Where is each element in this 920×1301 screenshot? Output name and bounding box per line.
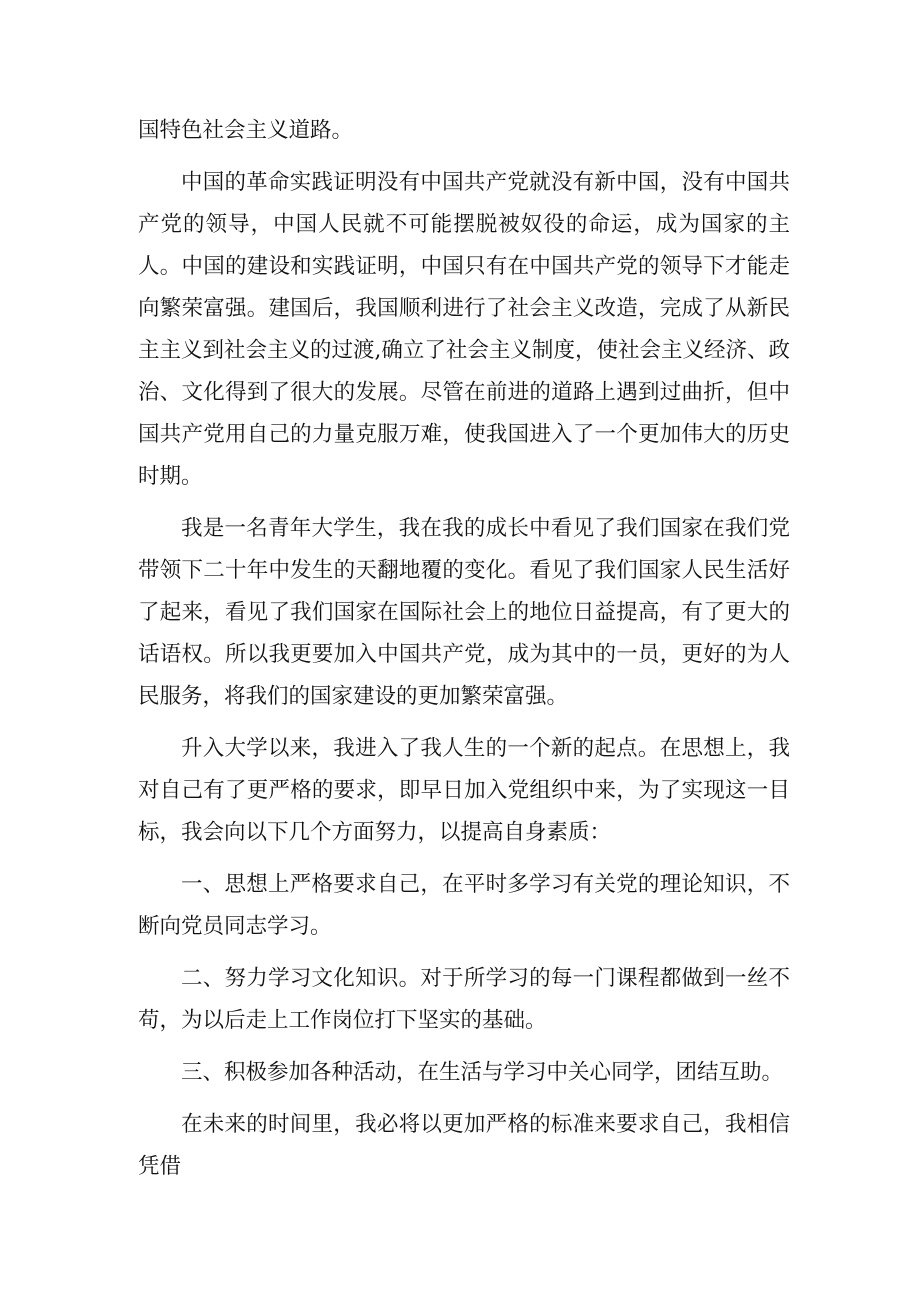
paragraph-continuation: 国特色社会主义道路。 (138, 118, 354, 143)
paragraph-university-start: 升入大学以来，我进入了我人生的一个新的起点。在思想上，我对自己有了更严格的要求，即早日加入党组织中来，为了实现这一目标，我会向以下几个方面努力，以提高自身素质： (138, 736, 790, 845)
paragraph-student-growth: 我是一名青年大学生，我在我的成长中看见了我们国家在我们党带领下二十年中发生的天翻地覆的变化。看见了我们国家人民生活好了起来，看见了我们国家在国际社会上的地位日益提高，有了更大的话语权。所以我更要加入中国共产党，成为其中的一员，更好的为人民服务，将我们的国家建设的更加繁荣富强。 (138, 516, 790, 709)
paragraph-revolution-practice: 中国的革命实践证明没有中国共产党就没有新中国，没有中国共产党的领导，中国人民就不可能摆脱被奴役的命运，成为国家的主人。中国的建设和实践证明，中国只有在中国共产党的领导下才能走向繁荣富强。建国后，我国顺利进行了社会主义改造，完成了从新民主主义到社会主义的过渡,确立了社会主义制度，使社会主义经济、政治、文化得到了很大的发展。尽管在前进的道路上遇到过曲折，但中国共产党用自己的力量克服万难，使我国进入了一个更加伟大的历史时期。 (138, 170, 790, 489)
paragraph-future: 在未来的时间里，我必将以更加严格的标准来要求自己，我相信凭借 (138, 1112, 790, 1179)
paragraph-item-three: 三、积极参加各种活动，在生活与学习中关心同学，团结互助。 (181, 1060, 784, 1085)
document-body (138, 110, 790, 1198)
paragraph-item-two: 二、努力学习文化知识。对于所学习的每一门课程都做到一丝不苟，为以后走上工作岗位打下坚实的基础。 (138, 966, 790, 1033)
paragraph-item-one: 一、思想上严格要求自己，在平时多学习有关党的理论知识，不断向党员同志学习。 (138, 872, 790, 939)
